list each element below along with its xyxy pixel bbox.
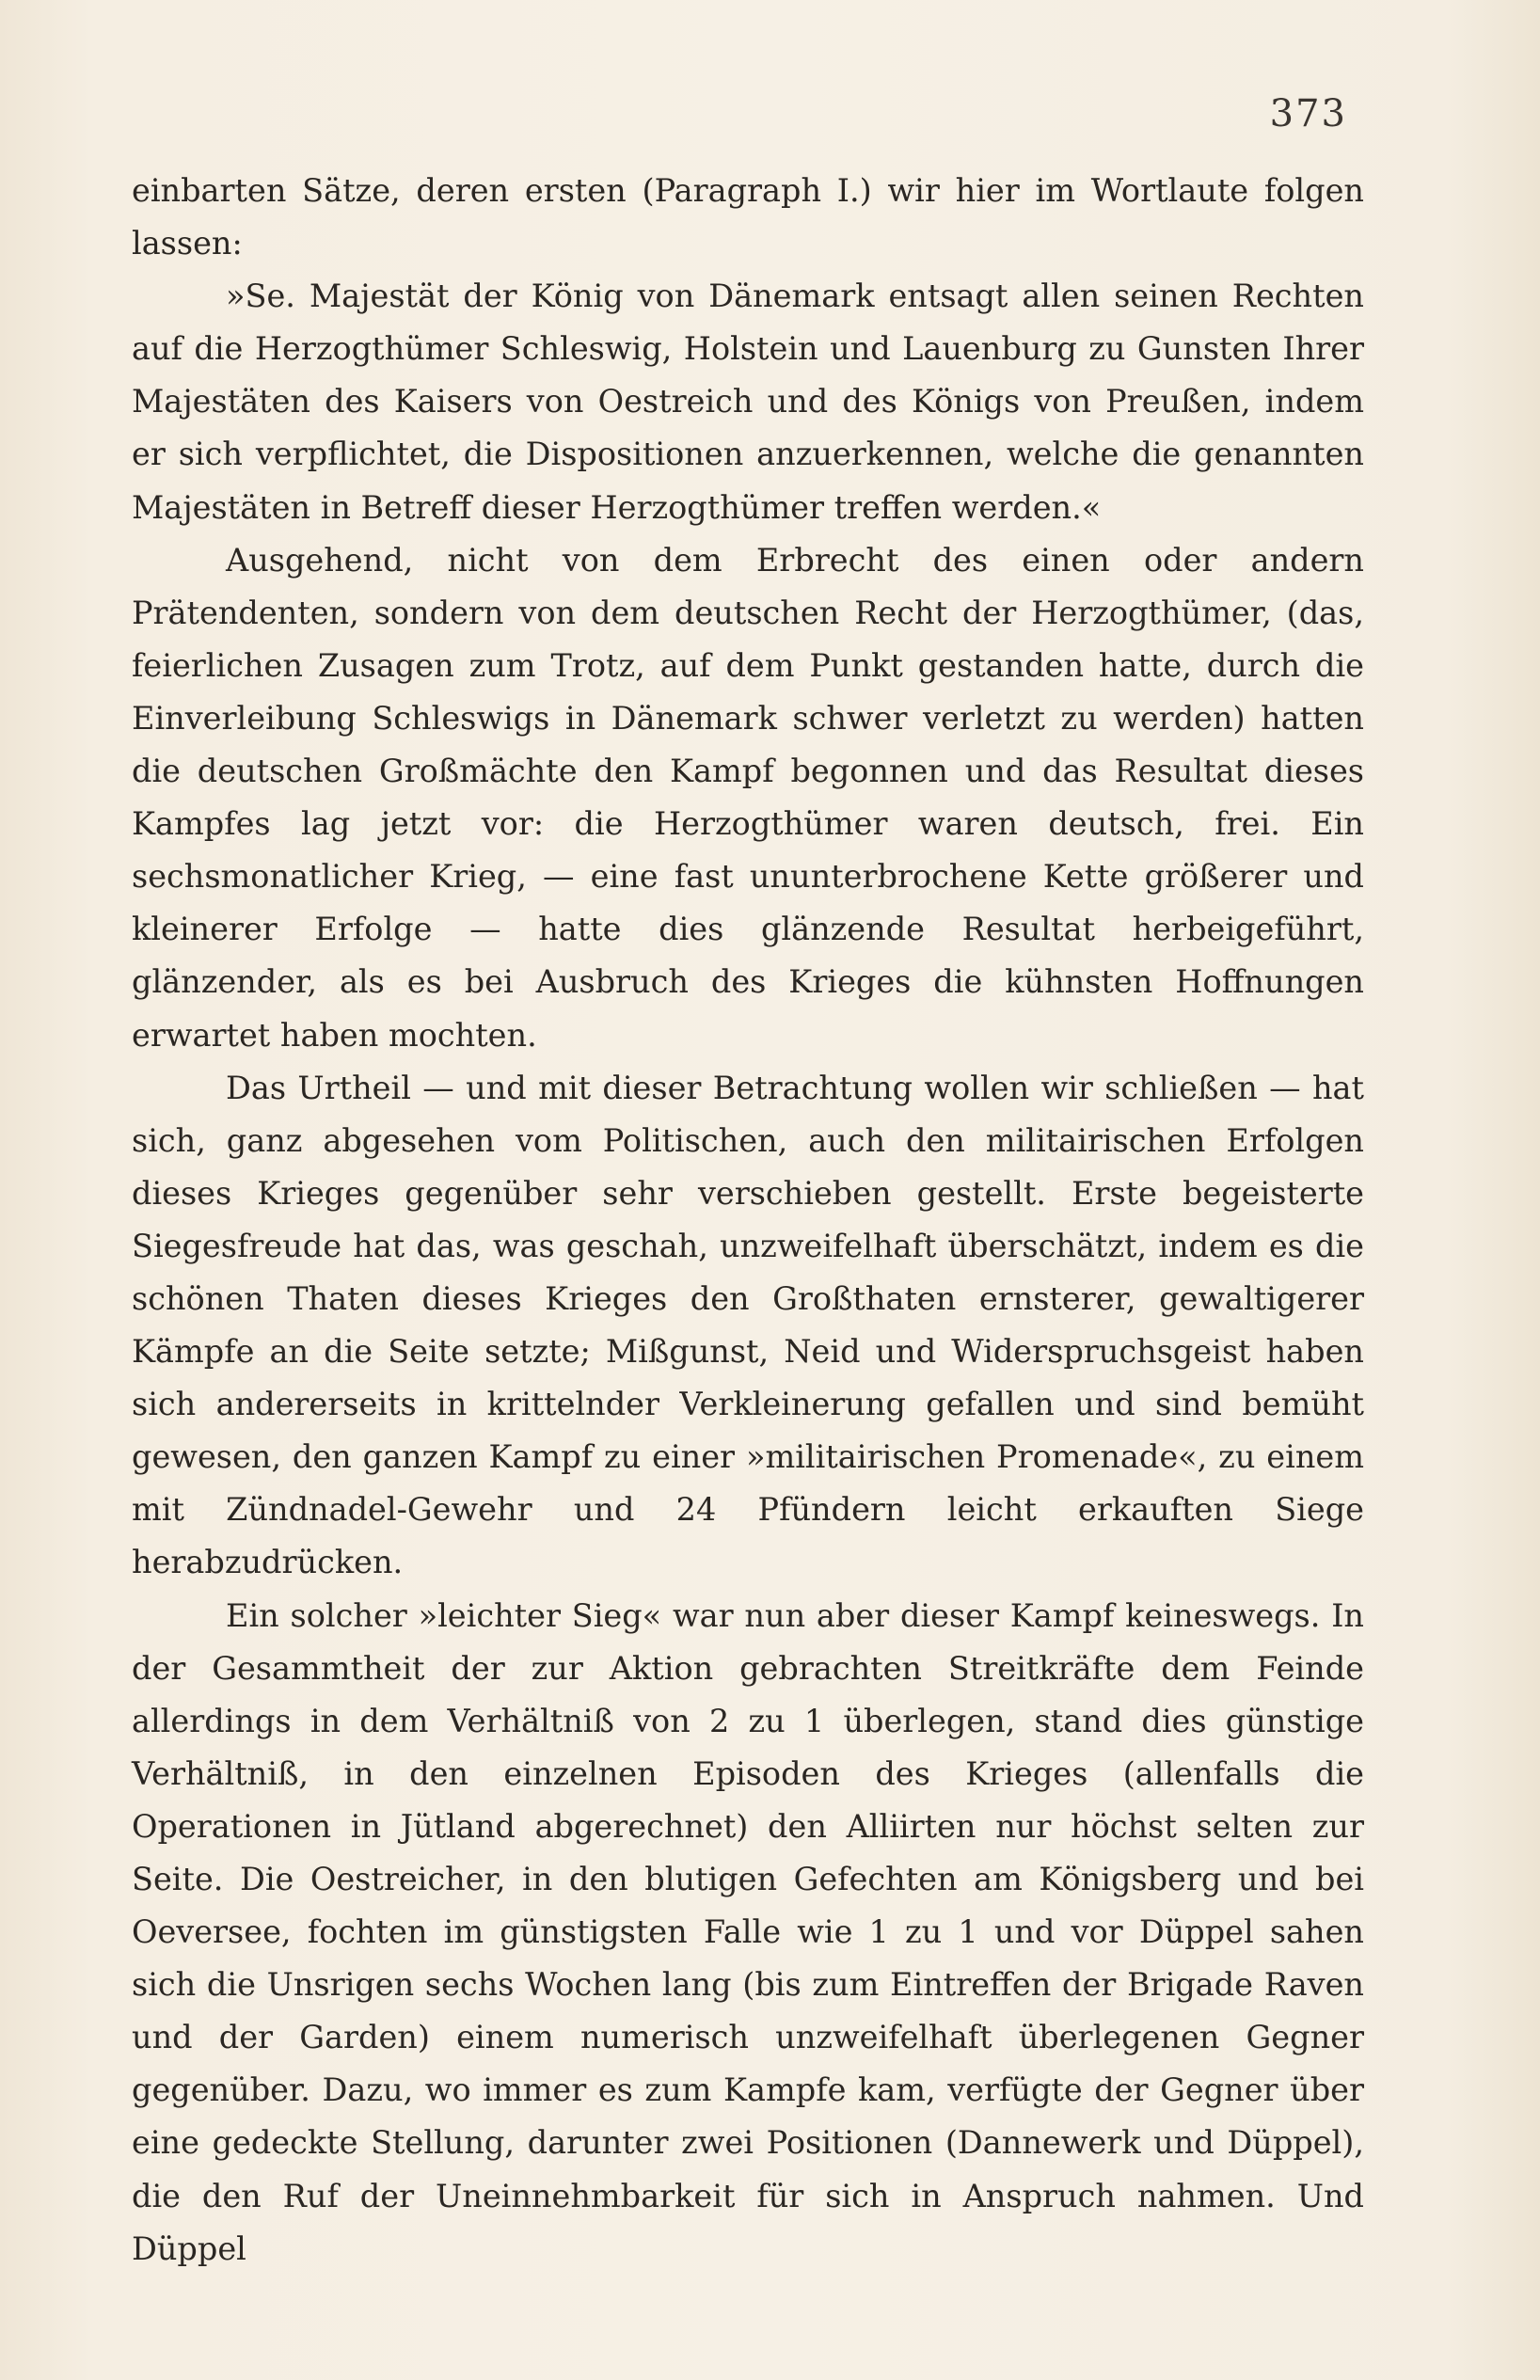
paragraph: einbarten Sätze, deren ersten (Paragraph I.) wir hier im Wortlaute folgen lassen: xyxy=(132,172,1364,262)
paragraph: Ein solcher »leichter Sieg« war nun aber dieser Kampf keineswegs. In der Gesammtheit der zur Aktion gebrachten Streitkräfte dem Feinde allerdings in dem Verhältniß von 2 zu 1 überlegen, stand dies günstige Verhältniß, in den einzelnen Episoden des Krieges (allenfalls die Operationen in Jütland abgerechnet) den Alliirten nur höchst selten zur Seite. Die Oestreicher, in den blutigen Gefechten am Königsberg und bei Oeversee, fochten im günstigsten Falle wie 1 zu 1 und vor Düppel sahen sich die Unsrigen sechs Wochen lang (bis zum Eintreffen der Brigade Raven und der Garden) einem numerisch unzweifelhaft überlegenen Gegner gegenüber. Dazu, wo immer es zum Kampfe kam, verfügte der Gegner über eine gedeckte Stellung, darunter zwei Positionen (Dannewerk und Düppel), die den Ruf der Uneinnehmbarkeit für sich in Anspruch nahmen. Und Düppel xyxy=(132,1596,1364,2267)
paragraph: Ausgehend, nicht von dem Erbrecht des einen oder andern Prätendenten, sondern von dem deutschen Recht der Herzogthümer, (das, feierlichen Zusagen zum Trotz, auf dem Punkt gestanden hatte, durch die Einverleibung Schleswigs in Dänemark schwer verletzt zu werden) hatten die deutschen Großmächte den Kampf begonnen und das Resultat dieses Kampfes lag jetzt vor: die Herzogthümer waren deutsch, frei. Ein sechsmonatlicher Krieg, — eine fast ununterbrochene Kette größerer und kleinerer Erfolge — hatte dies glänzende Resultat herbeigeführt, glänzender, als es bei Ausbruch des Krieges die kühnsten Hoffnungen erwartet haben mochten. xyxy=(132,541,1364,1054)
page-number: 373 xyxy=(1269,92,1347,135)
paragraph: Das Urtheil — und mit dieser Betrachtung wollen wir schließen — hat sich, ganz abgesehen vom Politischen, auch den militairischen Erfolgen dieses Krieges gegenüber sehr verschieben gestellt. Erste begeisterte Siegesfreude hat das, was geschah, unzweifelhaft überschätzt, indem es die schönen Thaten dieses Krieges den Großthaten ernsterer, gewaltigerer Kämpfe an die Seite setzte; Mißgunst, Neid und Widerspruchsgeist haben sich andererseits in krittelnder Verkleinerung gefallen und sind bemüht gewesen, den ganzen Kampf zu einer »militairischen Promenade«, zu einem mit Zündnadel-Gewehr und 24 Pfündern leicht erkauften Siege herabzudrücken. xyxy=(132,1069,1364,1581)
paragraph: »Se. Majestät der König von Dänemark entsagt allen seinen Rechten auf die Herzogthümer Schleswig, Holstein und Lauenburg zu Gunsten Ihrer Majestäten des Kaisers von Oestreich und des Königs von Preußen, indem er sich verpflichtet, die Dispositionen anzuerkennen, welche die genannten Majestäten in Betreff dieser Herzogthümer treffen werden.« xyxy=(132,278,1364,526)
body-text xyxy=(132,165,1364,2276)
